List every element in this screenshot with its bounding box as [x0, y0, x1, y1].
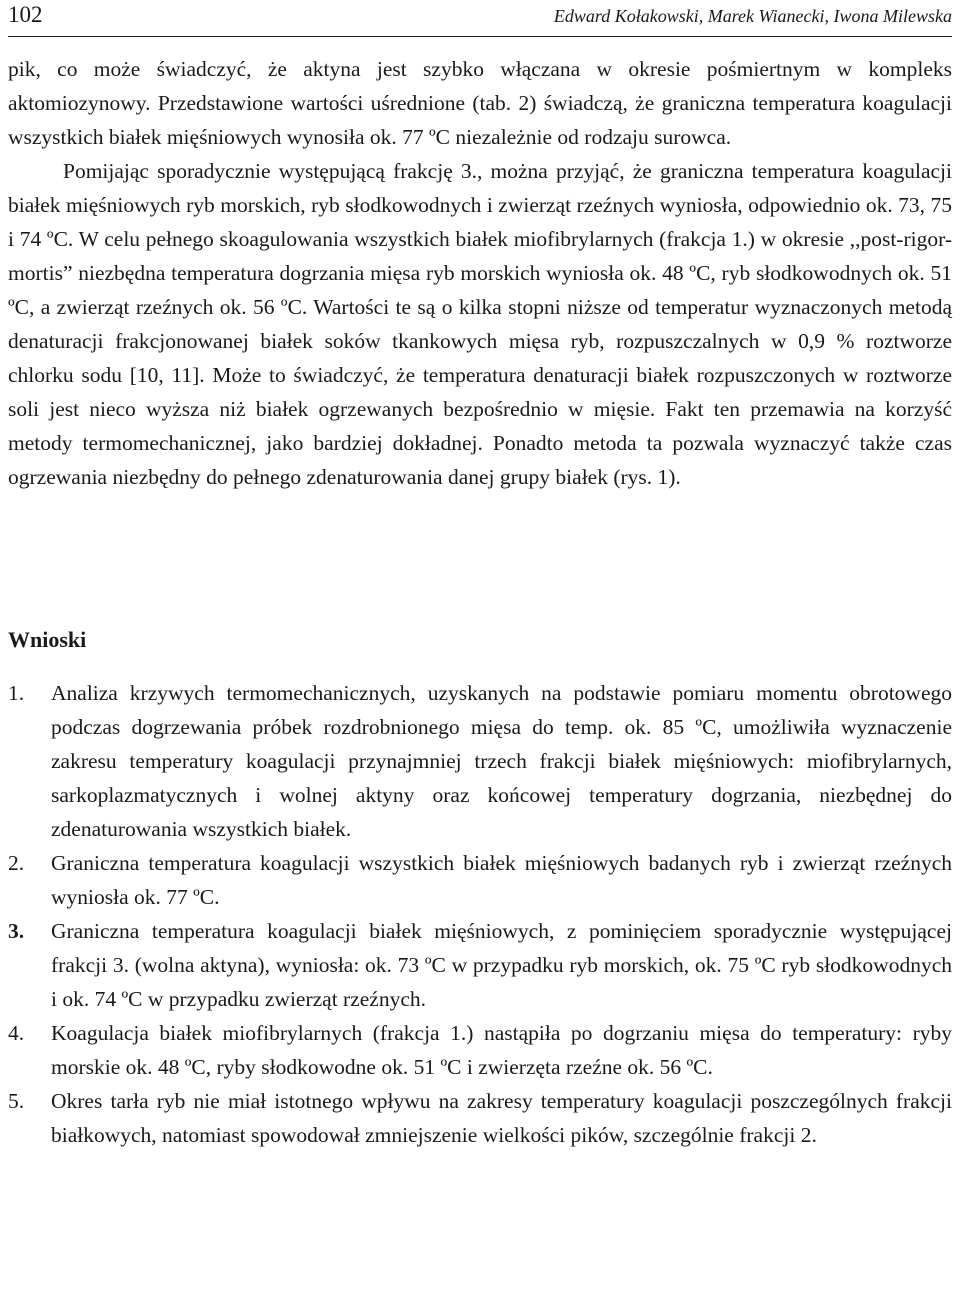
- conclusion-number: 1.: [8, 681, 25, 705]
- page-number: 102: [8, 2, 43, 27]
- conclusion-text: Koagulacja białek miofibrylarnych (frakcja 1.) nastąpiła po dogrzaniu mięsa do temperatury: ryby morskie ok. 48 ºC, ryby słodkowodne ok. 51 ºC i zwierzęta rzeźne ok. 56 ºC.: [51, 1021, 952, 1079]
- conclusion-number: 3.: [8, 919, 25, 943]
- section-heading-conclusions: Wnioski: [8, 627, 87, 652]
- conclusion-item: [8, 914, 952, 1016]
- conclusion-item: [8, 1016, 952, 1084]
- conclusion-text: Analiza krzywych termomechanicznych, uzyskanych na podstawie pomiaru momentu obrotowego podczas dogrzewania próbek rozdrobnionego mięsa do temp. ok. 85 ºC, umożliwiła wyznaczenie zakresu temperatury koagulacji przynajmniej trzech frakcji białek mięśniowych: miofibrylarnych, sarkoplazmatycznych i wolnej aktyny oraz końcowej temperatury dogrzania, niezbędnej do zdenaturowania wszystkich białek.: [51, 681, 952, 841]
- conclusion-text: Graniczna temperatura koagulacji białek mięśniowych, z pominięciem sporadycznie występującej frakcji 3. (wolna aktyna), wyniosła: ok. 73 ºC w przypadku ryb morskich, ok. 75 ºC ryb słodkowodnych i ok. 74 ºC w przypadku zwierząt rzeźnych.: [51, 919, 952, 1011]
- body-text: [8, 52, 952, 494]
- conclusion-item: [8, 846, 952, 914]
- conclusion-text: Okres tarła ryb nie miał istotnego wpływu na zakresy temperatury koagulacji poszczególnych frakcji białkowych, natomiast spowodował zmniejszenie wielkości pików, szczególnie frakcji 2.: [51, 1089, 952, 1147]
- conclusion-item: [8, 1084, 952, 1152]
- page-header: [8, 0, 952, 37]
- conclusion-number: 4.: [8, 1021, 25, 1045]
- paragraph-continuation: pik, co może świadczyć, że aktyna jest szybko włączana w okresie pośmiertnym w kompleks aktomiozynowy. Przedstawione wartości uśrednione (tab. 2) świadczą, że graniczna temperatura koagulacji wszystkich białek mięśniowych wynosiła ok. 77 ºC niezależnie od rodzaju surowca.: [8, 57, 952, 149]
- conclusion-number: 5.: [8, 1089, 25, 1113]
- conclusion-text: Graniczna temperatura koagulacji wszystkich białek mięśniowych badanych ryb i zwierząt rzeźnych wyniosła ok. 77 ºC.: [51, 851, 952, 909]
- running-head-authors: Edward Kołakowski, Marek Wianecki, Iwona Milewska: [553, 6, 952, 26]
- conclusion-item: [8, 676, 952, 846]
- paragraph-discussion: Pomijając sporadycznie występującą frakcję 3., można przyjąć, że graniczna temperatura koagulacji białek mięśniowych ryb morskich, ryb słodkowodnych i zwierząt rzeźnych wyniosła, odpowiednio ok. 73, 75 i 74 ºC. W celu pełnego skoagulowania wszystkich białek miofibrylarnych (frakcja 1.) w okresie ,,post-rigor-mortis” niezbędna temperatura dogrzania mięsa ryb morskich wyniosła ok. 48 ºC, ryb słodkowodnych ok. 51 ºC, a zwierząt rzeźnych ok. 56 ºC. Wartości te są o kilka stopni niższe od temperatur wyznaczonych metodą denaturacji frakcjonowanej białek soków tkankowych mięsa ryb, rozpuszczalnych w 0,9 % roztworze chlorku sodu [10, 11]. Może to świadczyć, że temperatura denaturacji białek rozpuszczonych w roztworze soli jest nieco wyższa niż białek ogrzewanych bezpośrednio w mięsie. Fakt ten przemawia na korzyść metody termomechanicznej, jako bardziej dokładnej. Ponadto metoda ta pozwala wyznaczyć także czas ogrzewania niezbędny do pełnego zdenaturowania danej grupy białek (rys. 1).: [8, 159, 952, 489]
- conclusion-number: 2.: [8, 851, 25, 875]
- conclusions-list: [8, 676, 952, 1152]
